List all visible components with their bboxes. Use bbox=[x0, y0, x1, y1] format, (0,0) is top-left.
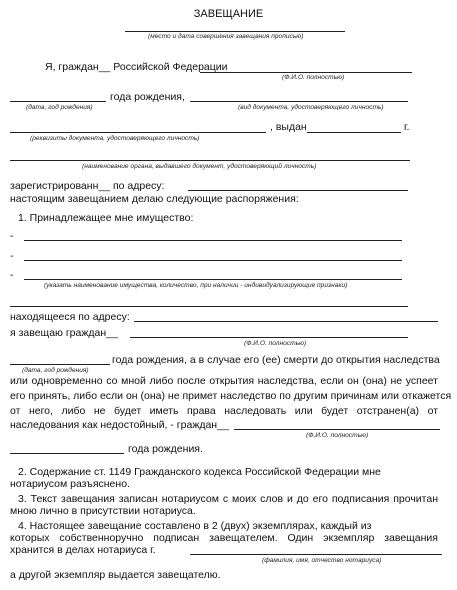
para-line-4: наследования как недостойный, - граждан__ bbox=[10, 419, 229, 431]
item-1-text: 1. Принадлежащее мне имущество: bbox=[18, 212, 194, 224]
birth-date-line bbox=[10, 101, 106, 102]
item-2-line-2: нотариусом разъяснено. bbox=[10, 478, 130, 490]
address-line bbox=[188, 190, 408, 191]
para-line-2: его принять, либо если он (она) не примет наследство по другим причинам или откажется bbox=[10, 390, 452, 402]
property-line-4 bbox=[10, 306, 408, 307]
property-line-3 bbox=[24, 279, 402, 280]
heir-birth-caption: (дата, год рождения) bbox=[22, 367, 89, 374]
alt-heir-birth-text: года рождения. bbox=[128, 443, 203, 455]
para-line-3: от него, либо не будет иметь права наследовать или будет отстранен(а) от bbox=[10, 405, 438, 417]
disposition-text: настоящим завещанием делаю следующие распоряжения: bbox=[10, 193, 299, 205]
registered-text: зарегистрированн__ по адресу: bbox=[10, 180, 165, 192]
issued-by-line bbox=[307, 132, 401, 133]
dash-3: - bbox=[10, 269, 14, 281]
heir-birth-text: года рождения, а в случае его (ее) смерти до открытия наследства bbox=[112, 354, 440, 366]
item-4-line-3: хранится в делах нотариуса г. bbox=[10, 544, 156, 556]
place-date-line bbox=[125, 31, 345, 32]
year-g-text: г. bbox=[404, 121, 410, 133]
alt-heir-fio-line bbox=[234, 429, 440, 430]
fio-line bbox=[200, 72, 412, 73]
fio-caption: (Ф.И.О. полностью) bbox=[282, 74, 345, 81]
identity-doc-caption: (вид документа, удостоверяющего личность) bbox=[238, 104, 384, 111]
located-text: находящееся по адресу: bbox=[10, 311, 130, 323]
heir-birth-date-line bbox=[10, 364, 110, 365]
notary-fio-line bbox=[190, 554, 442, 555]
item-3-line-1: 3. Текст завещания записан нотариусом с моих слов и до его подписания прочитан bbox=[18, 493, 438, 505]
dash-1: - bbox=[10, 230, 14, 242]
doc-requisites-caption: (реквизиты документа, удостоверяющего личность) bbox=[30, 135, 200, 142]
item-4-line-2: которых собственноручно подписан завещателем. Один экземпляр завещания bbox=[10, 532, 438, 544]
issued-text: , выдан bbox=[270, 121, 307, 133]
property-line-1 bbox=[24, 240, 402, 241]
para-line-1: или одновременно со мной либо после открытия наследства, если он (она) не успеет bbox=[10, 375, 438, 387]
birth-date-caption: (дата, год рождения) bbox=[26, 104, 93, 111]
located-address-line bbox=[134, 321, 438, 322]
item-3-line-2: мною лично в присутствии нотариуса. bbox=[10, 505, 196, 517]
heir-fio-caption: (Ф.И.О. полностью) bbox=[244, 340, 307, 347]
property-caption: (указать наименование имущества, количество, при наличии - индивидуализирующие признаки) bbox=[44, 282, 348, 289]
issuing-authority-caption: (наименование органа, выдавшего документ, удостоверяющий личность) bbox=[82, 163, 317, 170]
birth-year-text: года рождения, bbox=[110, 91, 185, 103]
dash-2: - bbox=[10, 250, 14, 262]
doc-requisites-line bbox=[10, 132, 266, 133]
heir-fio-line bbox=[130, 337, 408, 338]
property-line-2 bbox=[24, 260, 402, 261]
item-4-line-1: 4. Настоящее завещание составлено в 2 (двух) экземплярах, каждый из bbox=[18, 520, 372, 532]
place-date-caption: (место и дата совершения завещания прописью) bbox=[148, 33, 304, 40]
alt-heir-birth-line bbox=[10, 453, 124, 454]
identity-doc-line bbox=[190, 101, 408, 102]
closing-text: а другой экземпляр выдается завещателю. bbox=[10, 569, 221, 581]
bequeath-text: я завещаю граждан__ bbox=[10, 327, 118, 339]
document-title: ЗАВЕЩАНИЕ bbox=[193, 8, 264, 20]
notary-fio-caption: (фамилия, имя, отчество нотариуса) bbox=[262, 557, 382, 564]
alt-heir-fio-caption: (Ф.И.О. полностью) bbox=[306, 432, 369, 439]
item-2-line-1: 2. Содержание ст. 1149 Гражданского кодекса Российской Федерации мне bbox=[18, 466, 381, 478]
citizen-text: Я, граждан__ Российской Федерации bbox=[45, 61, 228, 73]
issuing-authority-line bbox=[10, 160, 410, 161]
